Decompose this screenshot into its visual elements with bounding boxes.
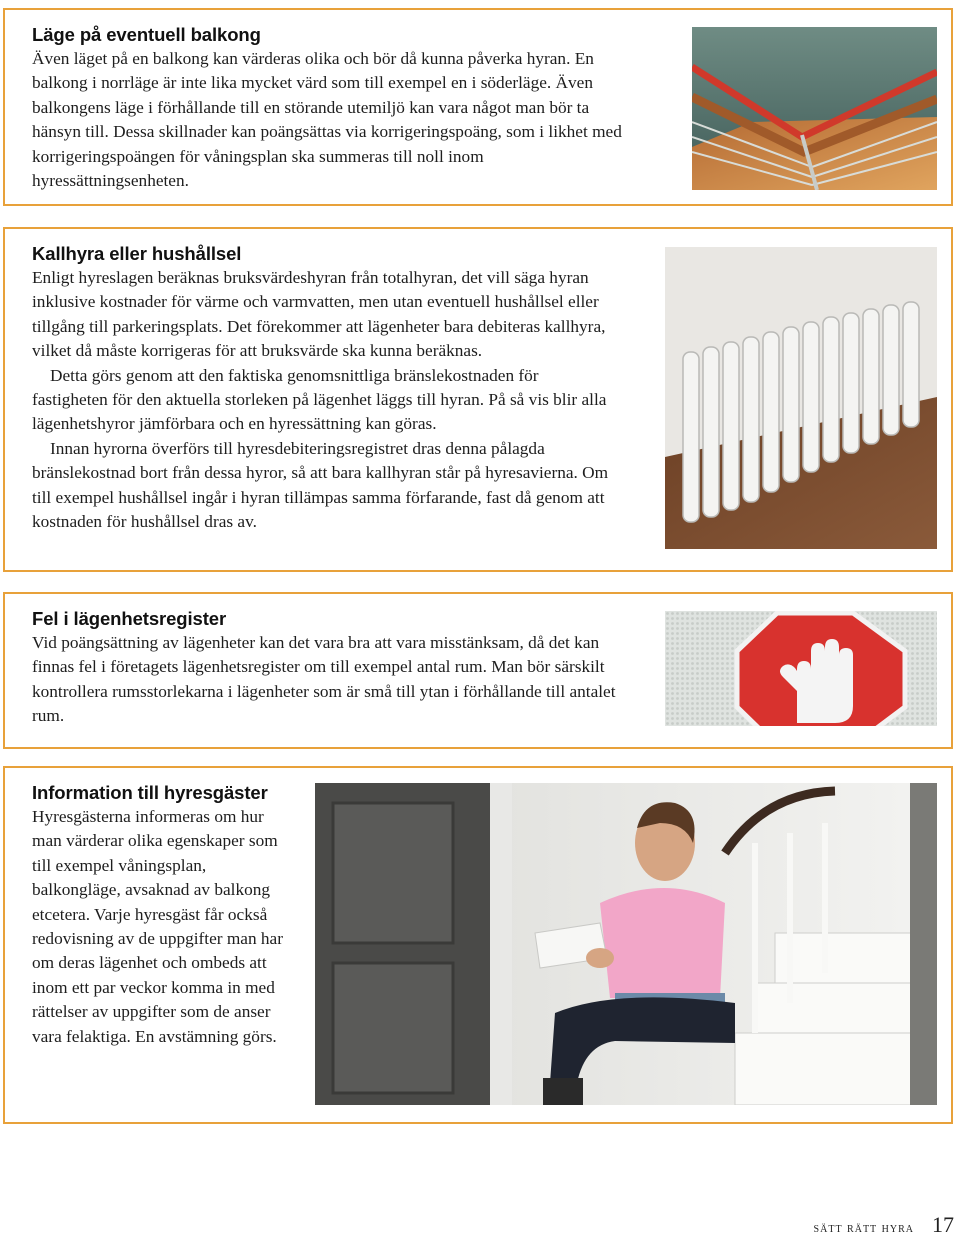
section-heading: Information till hyresgäster — [32, 782, 268, 803]
section-paragraph: Innan hyrorna överförs till hyresdebiteringsregistret dras denna pålagda bränslekostnad bort från dessa hyror, så att bara kallhyran står på hyresavierna. Om till exempel hushållsel ingår i hyran tillämpas samma förfarande, fast då genom att kostnaden för hushållsel dras av. — [32, 438, 609, 532]
section-heading: Kallhyra eller hushållsel — [32, 243, 242, 264]
section-paragraph: Detta görs genom att den faktiska genomsnittliga bränslekostnaden för fastigheten för den aktuella storleken på lägenhet läggs till hyran. På så vis blir alla lägenhetshyror jämförbara och en hyressättning kan göras. — [32, 365, 607, 434]
balcony-photo — [692, 27, 937, 190]
running-title: sätt rätt hyra — [813, 1221, 914, 1236]
tenant-photo — [315, 783, 937, 1105]
section-tenant-info — [3, 766, 953, 1124]
section-paragraph: Hyresgästerna informeras om hur man värderar olika egenskaper som till exempel våningsplan, balkongläge, avsaknad av balkong etcetera. Varje hyresgäst får också redovisning av de uppgifter man har om deras lägenhet och ombeds att inom ett par veckor komma in med rättelser av uppgifter som de anser vara felaktiga. En avstämning görs. — [32, 807, 283, 1046]
page-footer — [814, 1212, 954, 1238]
radiator-photo — [665, 247, 937, 549]
stop-sign-image — [665, 611, 937, 726]
section-balcony — [3, 8, 953, 206]
section-heading: Fel i lägenhetsregister — [32, 608, 227, 629]
page-number: 17 — [932, 1212, 954, 1237]
section-paragraph: Enligt hyreslagen beräknas bruksvärdeshyran från totalhyran, det vill säga hyran inklusive kostnader för värme och varmvatten, men utan eventuell hushållsel eller tillgång till parkeringsplats. Det förekommer att lägenheter bara debiteras kallhyra, vilket då måste korrigeras för att bruksvärde ska kunna beräknas. — [32, 268, 606, 361]
section-paragraph: Vid poängsättning av lägenheter kan det vara bra att vara misstänksam, då det kan finnas fel i företagets lägenhetsregister om till exempel antal rum. Man bör särskilt kontrollera rumsstorlekarna i lägenheter som är små till ytan i förhållande till antalet rum. — [32, 633, 616, 726]
section-cold-rent — [3, 227, 953, 572]
section-register-errors — [3, 592, 953, 749]
stop-hand-icon — [737, 613, 905, 726]
section-heading: Läge på eventuell balkong — [32, 24, 261, 45]
section-paragraph: Även läget på en balkong kan värderas olika och bör då kunna påverka hyran. En balkong i norrläge är inte lika mycket värd som till exempel en i söderläge. Även balkongens läge i förhållande till en störande utemiljö kan vara något man bör ta hänsyn till. Dessa skillnader kan poängsättas via korrigeringspoäng, som i likhet med korrigeringspoängen för våningsplan ska summeras till noll inom hyressättningsenheten. — [32, 49, 622, 191]
